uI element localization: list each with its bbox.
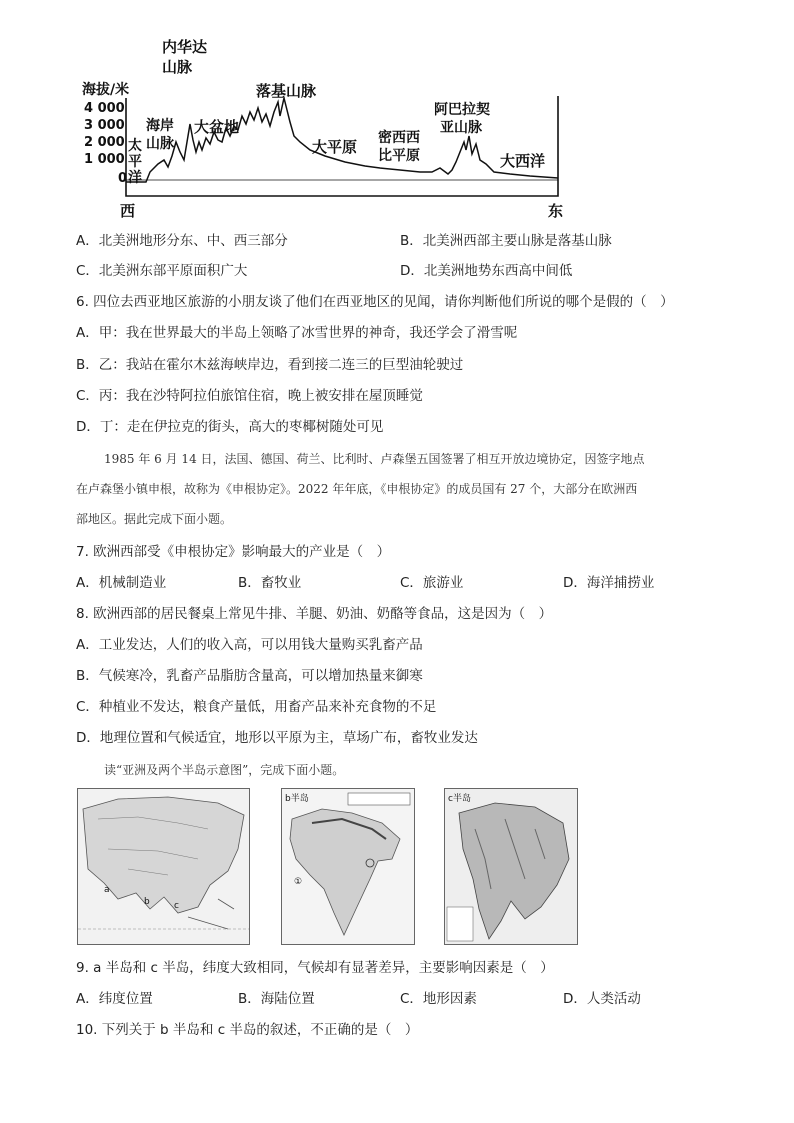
b-peninsula-drawing <box>282 789 414 944</box>
map-intro: 读“亚洲及两个半岛示意图”，完成下面小题。 <box>104 763 345 777</box>
label-mississippi-1: 密西西 <box>378 130 420 146</box>
label-plains: 大平原 <box>312 138 358 156</box>
q9-option-a[interactable]: A．纬度位置 <box>76 991 153 1007</box>
q7-option-c[interactable]: C．旅游业 <box>400 575 464 591</box>
label-basin: 大盆地 <box>194 118 240 136</box>
q5-option-c[interactable]: C．北美洲东部平原面积广大 <box>76 263 248 279</box>
y-tick-2000: 2 000 <box>84 135 125 150</box>
b-peninsula-title: b半岛 <box>285 794 309 804</box>
label-east: 东 <box>548 202 564 220</box>
q8-option-d[interactable]: D．地理位置和气候适宜，地形以平原为主，草场广布，畜牧业发达 <box>76 730 478 746</box>
label-west: 西 <box>120 202 136 220</box>
q6-option-d[interactable]: D．丁：走在伊拉克的街头，高大的枣椰树随处可见 <box>76 419 384 435</box>
asia-label-a: a <box>104 885 110 895</box>
asia-map-drawing <box>78 789 249 944</box>
label-coast-range-2: 山脉 <box>146 136 174 152</box>
q7-stem: 7. 欧洲西部受《申根协定》影响最大的产业是（ ） <box>76 544 391 560</box>
q8-option-b[interactable]: B．气候寒冷，乳畜产品脂肪含量高，可以增加热量来御寒 <box>76 668 423 684</box>
c-peninsula-map <box>444 788 578 945</box>
label-nevada-2: 山脉 <box>162 58 193 76</box>
q6-option-a[interactable]: A．甲：我在世界最大的半岛上领略了冰雪世界的神奇，我还学会了滑雪呢 <box>76 325 518 341</box>
label-nevada-1: 内华达 <box>162 38 208 56</box>
asia-label-c: c <box>174 901 179 911</box>
q7-option-a[interactable]: A．机械制造业 <box>76 575 167 591</box>
c-peninsula-title: c半岛 <box>448 794 471 804</box>
c-peninsula-drawing <box>445 789 577 944</box>
q9-stem: 9. a 半岛和 c 半岛，纬度大致相同，气候却有显著差异，主要影响因素是（ ） <box>76 960 554 976</box>
q6-stem: 6. 四位去西亚地区旅游的小朋友谈了他们在西亚地区的见闻，请你判断他们所说的哪个是假的（ ） <box>76 294 674 310</box>
q5-option-d[interactable]: D．北美洲地势东西高中间低 <box>400 263 573 279</box>
label-appalachian-1: 阿巴拉契 <box>434 102 490 118</box>
passage-line-1: 1985 年 6 月 14 日，法国、德国、荷兰、比利时、卢森堡五国签署了相互开放边境协定，因签字地点 <box>104 452 645 466</box>
b-peninsula-marker: ① <box>294 877 303 887</box>
label-pacific-1: 太 <box>128 138 142 154</box>
q8-option-a[interactable]: A．工业发达，人们的收入高，可以用钱大量购买乳畜产品 <box>76 637 423 653</box>
q7-option-d[interactable]: D．海洋捕捞业 <box>563 575 655 591</box>
passage-line-2: 在卢森堡小镇申根，故称为《申根协定》。2022 年年底，《申根协定》的成员国有 27 个，大部分在欧洲西 <box>76 482 638 496</box>
y-tick-4000: 4 000 <box>84 101 125 116</box>
passage-line-3: 部地区。据此完成下面小题。 <box>76 512 233 526</box>
asia-label-b: b <box>144 897 150 907</box>
q5-option-a[interactable]: A．北美洲地形分东、中、西三部分 <box>76 233 288 249</box>
q9-option-d[interactable]: D．人类活动 <box>563 991 641 1007</box>
label-pacific-2: 平 <box>128 154 142 170</box>
b-peninsula-map <box>281 788 415 945</box>
q9-option-c[interactable]: C．地形因素 <box>400 991 477 1007</box>
q9-option-b[interactable]: B．海陆位置 <box>238 991 315 1007</box>
q8-option-c[interactable]: C．种植业不发达，粮食产量低，用畜产品来补充食物的不足 <box>76 699 437 715</box>
label-pacific-3: 洋 <box>128 170 142 186</box>
q6-option-b[interactable]: B．乙：我站在霍尔木兹海峡岸边，看到接二连三的巨型油轮驶过 <box>76 357 464 373</box>
elevation-profile-figure <box>80 32 580 222</box>
q10-stem: 10. 下列关于 b 半岛和 c 半岛的叙述，不正确的是（ ） <box>76 1022 419 1038</box>
q5-option-b[interactable]: B．北美洲西部主要山脉是落基山脉 <box>400 233 612 249</box>
y-tick-3000: 3 000 <box>84 118 125 133</box>
label-atlantic: 大西洋 <box>500 152 546 170</box>
asia-map <box>77 788 250 945</box>
y-tick-1000: 1 000 <box>84 152 125 167</box>
q7-option-b[interactable]: B．畜牧业 <box>238 575 302 591</box>
label-coast-range-1: 海岸 <box>146 118 174 134</box>
label-mississippi-2: 比平原 <box>378 148 420 164</box>
q8-stem: 8. 欧洲西部的居民餐桌上常见牛排、羊腿、奶油、奶酪等食品，这是因为（ ） <box>76 606 553 622</box>
label-appalachian-2: 亚山脉 <box>440 120 482 136</box>
label-rocky: 落基山脉 <box>256 82 317 100</box>
y-tick-0: 0 <box>118 171 128 186</box>
q6-option-c[interactable]: C．丙：我在沙特阿拉伯旅馆住宿，晚上被安排在屋顶睡觉 <box>76 388 423 404</box>
y-axis-label: 海拔/米 <box>82 82 130 98</box>
